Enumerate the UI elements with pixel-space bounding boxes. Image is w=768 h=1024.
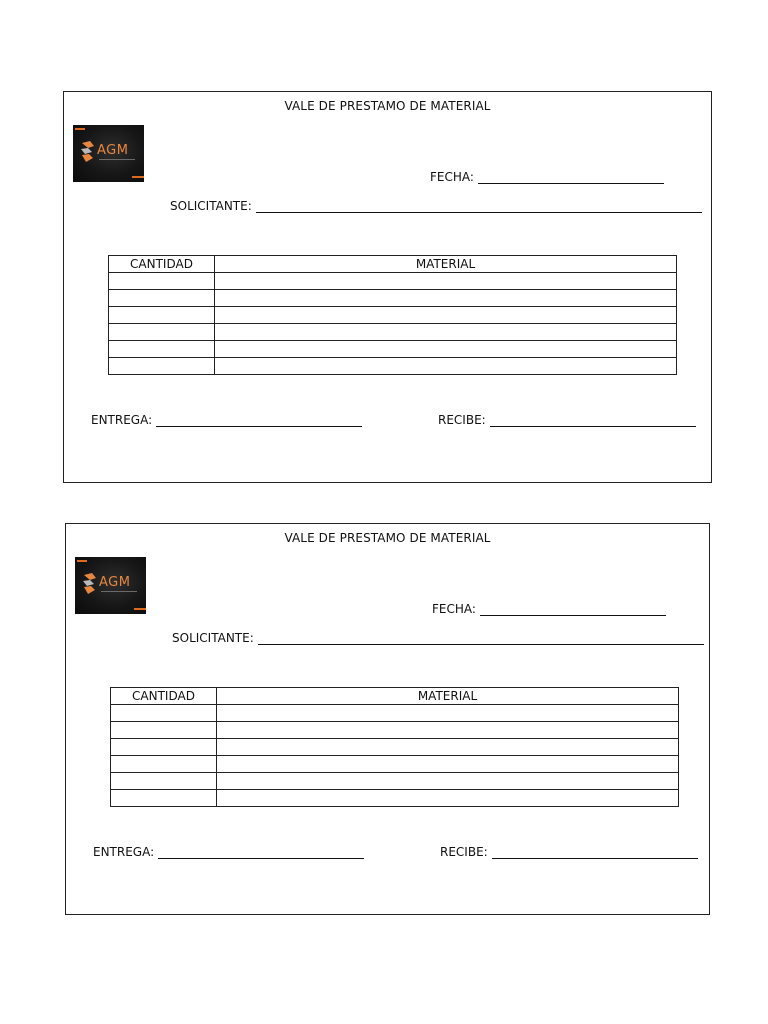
entrega-signature-line[interactable] [156, 414, 362, 427]
logo-accent-bar [75, 128, 85, 130]
material-cell[interactable] [217, 790, 679, 807]
fecha-label: FECHA: [430, 170, 474, 184]
material-cell[interactable] [215, 341, 677, 358]
material-cell[interactable] [217, 756, 679, 773]
voucher-title: VALE DE PRESTAMO DE MATERIAL [284, 99, 491, 113]
cantidad-cell[interactable] [111, 773, 217, 790]
fecha-field [432, 602, 666, 616]
material-cell[interactable] [217, 739, 679, 756]
material-cell[interactable] [217, 705, 679, 722]
voucher-title: VALE DE PRESTAMO DE MATERIAL [284, 531, 491, 545]
table-row [109, 341, 677, 358]
logo-text: AGM [99, 575, 131, 590]
entrega-field [93, 845, 364, 859]
recibe-field [438, 413, 696, 427]
cantidad-cell[interactable] [111, 705, 217, 722]
cantidad-header: CANTIDAD [111, 688, 217, 705]
cantidad-cell[interactable] [109, 341, 215, 358]
agm-logo [73, 125, 144, 182]
material-cell[interactable] [215, 358, 677, 375]
agm-logo [75, 557, 146, 614]
fecha-input-line[interactable] [478, 171, 664, 184]
logo-accent-bar [132, 176, 144, 178]
cantidad-cell[interactable] [111, 756, 217, 773]
entrega-label: ENTREGA: [93, 845, 155, 859]
solicitante-field [172, 631, 704, 645]
logo-accent-bar [77, 560, 87, 562]
table-row [111, 756, 679, 773]
material-cell[interactable] [215, 324, 677, 341]
logo-mark-icon [79, 140, 97, 164]
table-row [111, 705, 679, 722]
cantidad-cell[interactable] [111, 722, 217, 739]
material-table [108, 255, 677, 375]
logo-mark-icon [81, 572, 99, 596]
cantidad-cell[interactable] [109, 324, 215, 341]
recibe-label: RECIBE: [438, 413, 486, 427]
solicitante-label: SOLICITANTE: [172, 631, 254, 645]
material-table [110, 687, 679, 807]
material-cell[interactable] [215, 273, 677, 290]
solicitante-input-line[interactable] [258, 632, 704, 645]
loan-voucher-2 [65, 523, 710, 915]
cantidad-cell[interactable] [111, 739, 217, 756]
fecha-input-line[interactable] [480, 603, 666, 616]
entrega-label: ENTREGA: [91, 413, 153, 427]
material-cell[interactable] [217, 773, 679, 790]
cantidad-cell[interactable] [109, 273, 215, 290]
logo-tagline-line [99, 159, 135, 160]
table-header-row [109, 256, 677, 273]
cantidad-cell[interactable] [111, 790, 217, 807]
table-row [109, 273, 677, 290]
table-row [111, 739, 679, 756]
material-cell[interactable] [215, 307, 677, 324]
table-row [111, 773, 679, 790]
loan-voucher-1 [63, 91, 712, 483]
cantidad-cell[interactable] [109, 290, 215, 307]
table-row [109, 290, 677, 307]
recibe-label: RECIBE: [440, 845, 488, 859]
cantidad-cell[interactable] [109, 307, 215, 324]
table-row [109, 358, 677, 375]
solicitante-field [170, 199, 702, 213]
material-cell[interactable] [217, 722, 679, 739]
table-row [109, 307, 677, 324]
table-row [111, 722, 679, 739]
material-header: MATERIAL [217, 688, 679, 705]
fecha-field [430, 170, 664, 184]
cantidad-cell[interactable] [109, 358, 215, 375]
material-cell[interactable] [215, 290, 677, 307]
material-header: MATERIAL [215, 256, 677, 273]
recibe-signature-line[interactable] [492, 846, 698, 859]
fecha-label: FECHA: [432, 602, 476, 616]
entrega-field [91, 413, 362, 427]
logo-accent-bar [134, 608, 146, 610]
logo-tagline-line [101, 591, 137, 592]
recibe-field [440, 845, 698, 859]
table-header-row [111, 688, 679, 705]
table-row [111, 790, 679, 807]
entrega-signature-line[interactable] [158, 846, 364, 859]
solicitante-label: SOLICITANTE: [170, 199, 252, 213]
cantidad-header: CANTIDAD [109, 256, 215, 273]
logo-text: AGM [97, 143, 129, 158]
recibe-signature-line[interactable] [490, 414, 696, 427]
solicitante-input-line[interactable] [256, 200, 702, 213]
table-row [109, 324, 677, 341]
